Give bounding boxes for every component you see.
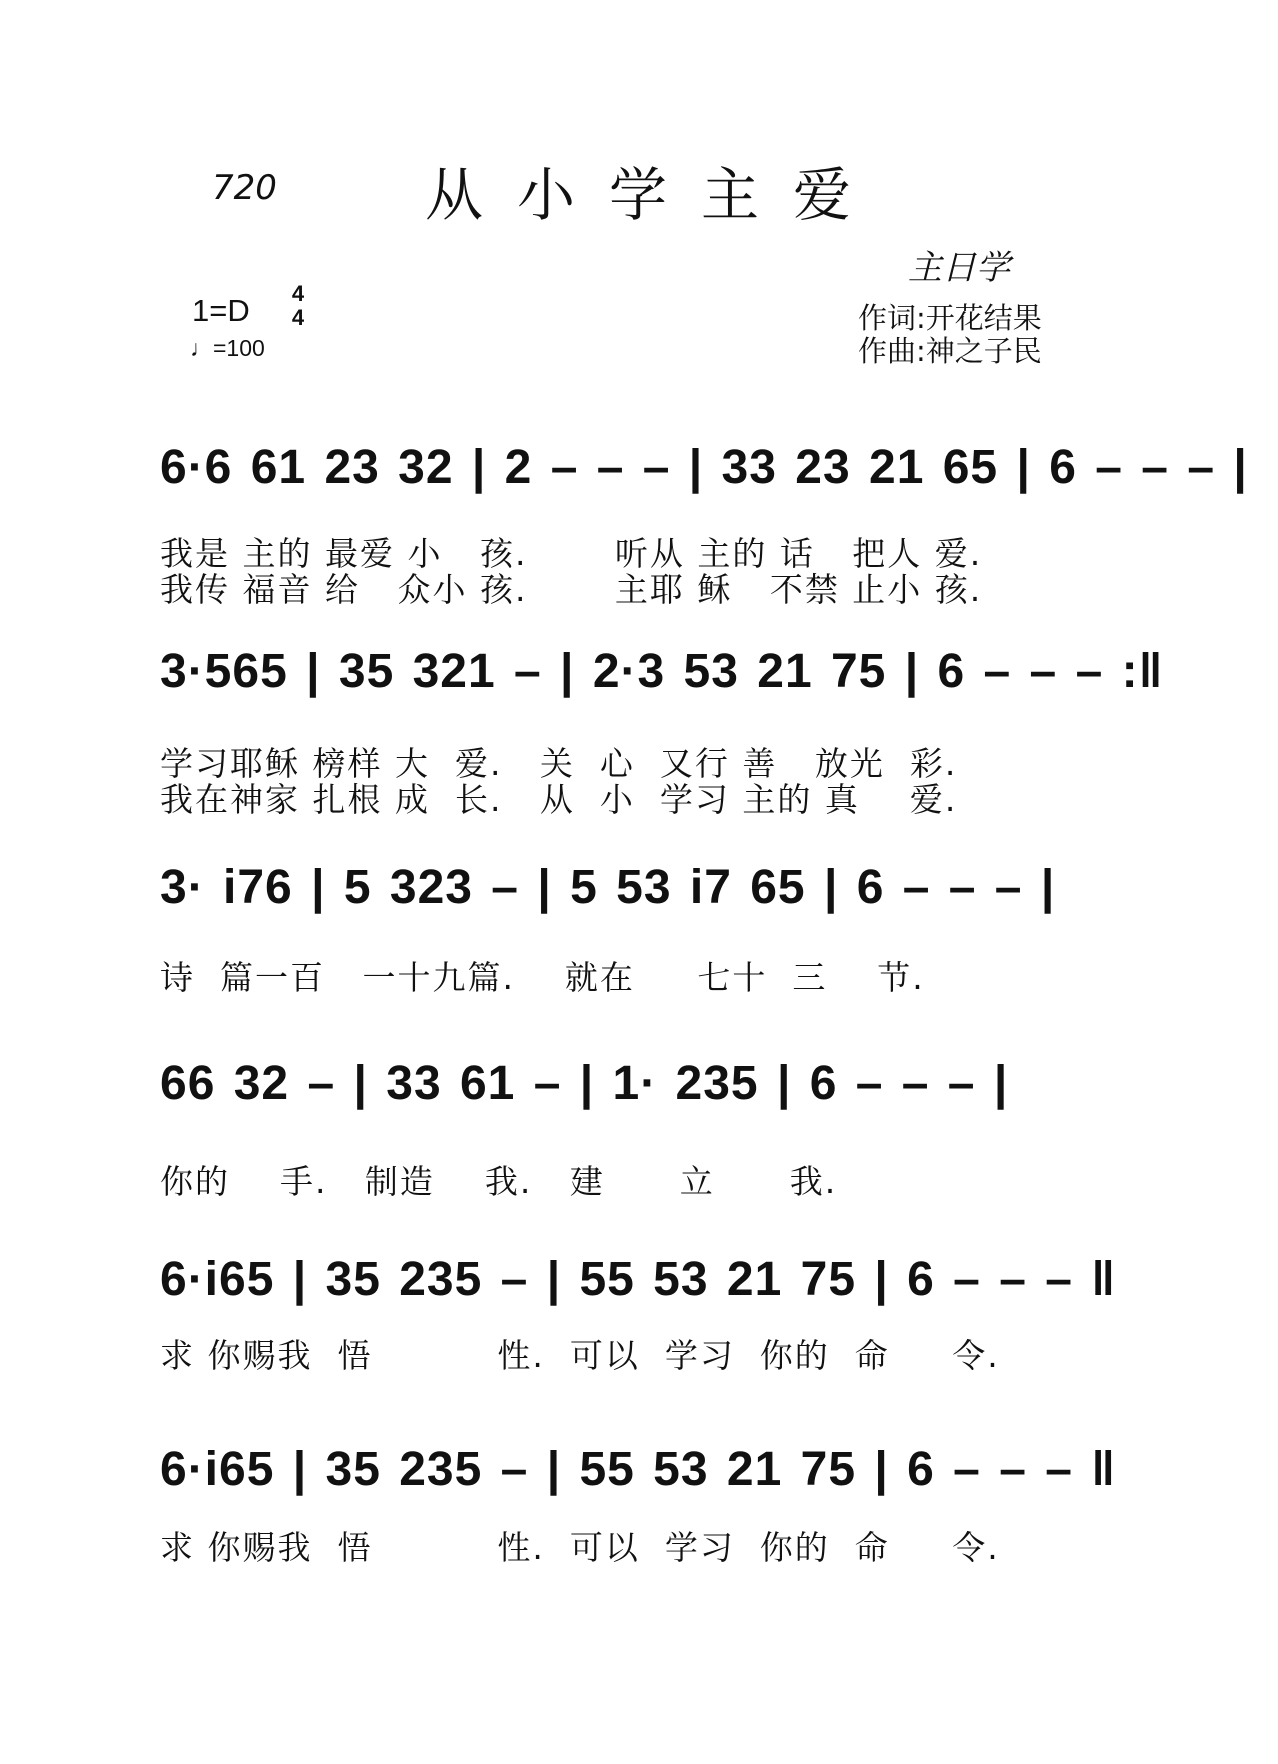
lyric-line: 我传 福音 给 众小 孩. 主耶 稣 不禁 止小 孩. <box>160 570 983 609</box>
notation-line: 66 32 – | 33 61 – | 1· 235 | 6 – – – | <box>160 1057 1009 1110</box>
key-signature: 1=D <box>192 293 250 328</box>
song-number: 720 <box>212 168 277 208</box>
song-title: 从小学主爱 <box>425 161 886 229</box>
notation-line: 6·6 61 23 32 | 2 – – – | 33 23 21 65 | 6 – – – | <box>160 441 1248 494</box>
lyric-line: 学习耶稣 榜样 大 爱. 关 心 又行 善 放光 彩. <box>160 744 958 783</box>
lyric-line: 求 你赐我 悟 性. 可以 学习 你的 命 令. <box>160 1336 1000 1375</box>
lyric-line: 我在神家 扎根 成 长. 从 小 学习 主的 真 爱. <box>160 780 958 819</box>
notation-line: 6·i65 | 35 235 – | 55 53 21 75 | 6 – – – ‖ <box>160 1443 1117 1496</box>
lyric-line: 诗 篇一百 一十九篇. 就在 七十 三 节. <box>160 958 925 997</box>
meter-bottom: 4 <box>291 305 305 330</box>
composer-credit: 作曲:神之子民 <box>858 334 1042 368</box>
category-label: 主日学 <box>908 248 1010 288</box>
time-signature <box>286 282 310 330</box>
lyric-line: 求 你赐我 悟 性. 可以 学习 你的 命 令. <box>160 1528 1000 1567</box>
notation-line: 6·i65 | 35 235 – | 55 53 21 75 | 6 – – – ‖ <box>160 1253 1117 1306</box>
meter-top: 4 <box>291 281 305 306</box>
notation-line: 3· i76 | 5 323 – | 5 53 i7 65 | 6 – – – | <box>160 861 1056 914</box>
tempo-marking: ♩=100 <box>190 335 265 361</box>
lyric-line: 我是 主的 最爱 小 孩. 听从 主的 话 把人 爱. <box>160 534 983 573</box>
lyricist-credit: 作词:开花结果 <box>858 301 1042 335</box>
notation-line: 3·565 | 35 321 – | 2·3 53 21 75 | 6 – – – :‖ <box>160 645 1164 698</box>
lyric-line: 你的 手. 制造 我. 建 立 我. <box>160 1162 838 1201</box>
